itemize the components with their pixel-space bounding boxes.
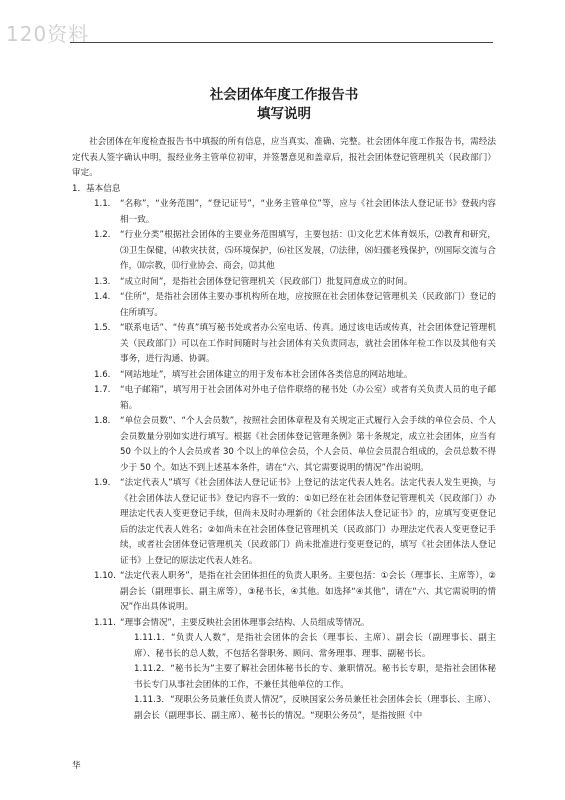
- list-item: [72, 275, 496, 291]
- sub-list-item: 1.11.1．“负责人人数”，是指社会团体的会长（理事长、主席）、副会长（副理事长、副主席）、秘书长的总人数，不包括名誉职务、顾问、常务理事、理事、副秘书长。: [134, 633, 496, 659]
- item-text: “单位会员数”、“个人会员数”，按照社会团体章程及有关规定正式履行入会手续的单位会员、个人会员数量分别如实进行填写。根据《社会团体登记管理条例》第十条规定，成立社会团体，应当有 50 个以上的个人会员或者 30 个以上的单位会员，个人会员、单位会员混合组成的，会员总数不得少于 50 个。如达不到上述基本条件，请在“六、其它需要说明的情况”作出说明。: [120, 416, 496, 473]
- item-number: 1.7.: [94, 385, 111, 395]
- item-text: “法定代表人职务”，是指在社会团体担任的负责人职务。主要包括：①会长（理事长、主席等），②副会长（副理事长、副主席等），③秘书长，④其他。如选择“④其他”，请在“六、其它需说明的情况”作出具体说明。: [120, 571, 496, 612]
- item-number: 1.6.: [94, 369, 111, 380]
- header-rule: [70, 42, 493, 43]
- list-item: [72, 616, 496, 632]
- document-subtitle: 填写说明: [257, 106, 311, 122]
- item-number: 1.3.: [94, 276, 111, 287]
- list-item: [72, 476, 496, 569]
- document-title: 社会团体年度工作报告书: [209, 87, 359, 103]
- item-text: “成立时间”，是指社会团体登记管理机关（民政部门）批复同意成立的时间。: [120, 276, 413, 287]
- list-item: [72, 414, 496, 476]
- intro-paragraph: 社会团体在年度检查报告书中填报的所有信息，应当真实、准确、完整。社会团体年度工作报告书，需经法定代表人签字确认申明，报经业务主管单位初审，并签署意见和盖章后，报社会团体登记管理机关（民政部门）审定。: [72, 137, 496, 178]
- list-item: [72, 321, 496, 368]
- list-item: [72, 569, 496, 616]
- item-number: 1.11.: [94, 617, 116, 628]
- item-text: “网站地址”，填写社会团体建立的用于发布本社会团体各类信息的网站地址。: [120, 369, 413, 380]
- document-page: [72, 86, 496, 724]
- item-number: 1.4.: [94, 292, 111, 302]
- item-text: “电子邮箱”，填写用于社会团体对外电子信件联络的秘书处（办公室）或者有关负责人员的电子邮箱。: [120, 385, 496, 411]
- sub-list-item: 1.11.3．“现职公务员兼任负责人情况”，反映国家公务员兼任社会团体会长（理事长、主席）、副会长（副理事长、副主席）、秘书长的情况。“现职公务员”，是指按照《中: [134, 695, 496, 721]
- item-number: 1.5.: [94, 323, 111, 333]
- list-item: [72, 228, 496, 275]
- list-item: [72, 197, 496, 228]
- item-number: 1.9.: [94, 478, 111, 488]
- item-number: 1.1.: [94, 199, 111, 209]
- section-heading-basic-info: 1．基本信息: [72, 183, 121, 194]
- item-text: “联系电话”、“传真”填写秘书处或者办公室电话、传真。通过该电话或传真，社会团体登记管理机关（民政部门）可以在工作时间随时与社会团体有关负责同志，就社会团体年检工作以及其他有关事务，进行沟通、协调。: [120, 323, 496, 364]
- page-continuation-text: 华: [72, 761, 81, 771]
- item-number: 1.10.: [94, 571, 116, 581]
- item-text: “理事会情况”，主要反映社会团体理事会结构、人员组成等情况。: [120, 617, 370, 628]
- item-text: “名称”，“业务范围”，“登记证号”，“业务主管单位”等，应与《社会团体法人登记证书》登载内容相一致。: [120, 199, 496, 225]
- item-text: “住所”，是指社会团体主要办事机构所在地，应按照在社会团体登记管理机关（民政部门）登记的住所填写。: [120, 292, 496, 318]
- list-item: [72, 383, 496, 414]
- item-text: “行业分类”根据社会团体的主要业务范围填写，主要包括：⑴文化艺术体育娱乐，⑵教育和研究，⑶卫生保健，⑷救灾扶贫，⑸环境保护，⑹社区发展，⑺法律，⑻妇孺老残保护，⑼国际交流与合作，⑽宗教，⑾行业协会、商会，⑿其他: [120, 230, 496, 271]
- item-number: 1.2.: [94, 230, 111, 240]
- list-item: [72, 368, 496, 384]
- item-number: 1.8.: [94, 416, 111, 426]
- item-text: “法定代表人”填写《社会团体法人登记证书》上登记的法定代表人姓名。法定代表人发生更换，与《社会团体法人登记证书》登记内容不一致的：①如已经在社会团体登记管理机关（民政部门）办理法定代表人变更登记手续，但尚未及时办理新的《社会团体法人登记证书》的，应填写变更登记后的法定代表人姓名；②如尚未在社会团体登记管理机关（民政部门）办理法定代表人变更登记手续，或者社会团体登记管理机关（民政部门）尚未批准进行变更登记的，填写《社会团体法人登记证书》上登记的原法定代表人姓名。: [120, 478, 496, 566]
- watermark: 120资料: [6, 22, 90, 46]
- sub-list-item: 1.11.2．“秘书长为”主要了解社会团体秘书长的专、兼职情况。秘书长专职，是指社会团体秘书长专门从事社会团体的工作，不兼任其他单位的工作。: [134, 664, 496, 690]
- list-item: [72, 290, 496, 321]
